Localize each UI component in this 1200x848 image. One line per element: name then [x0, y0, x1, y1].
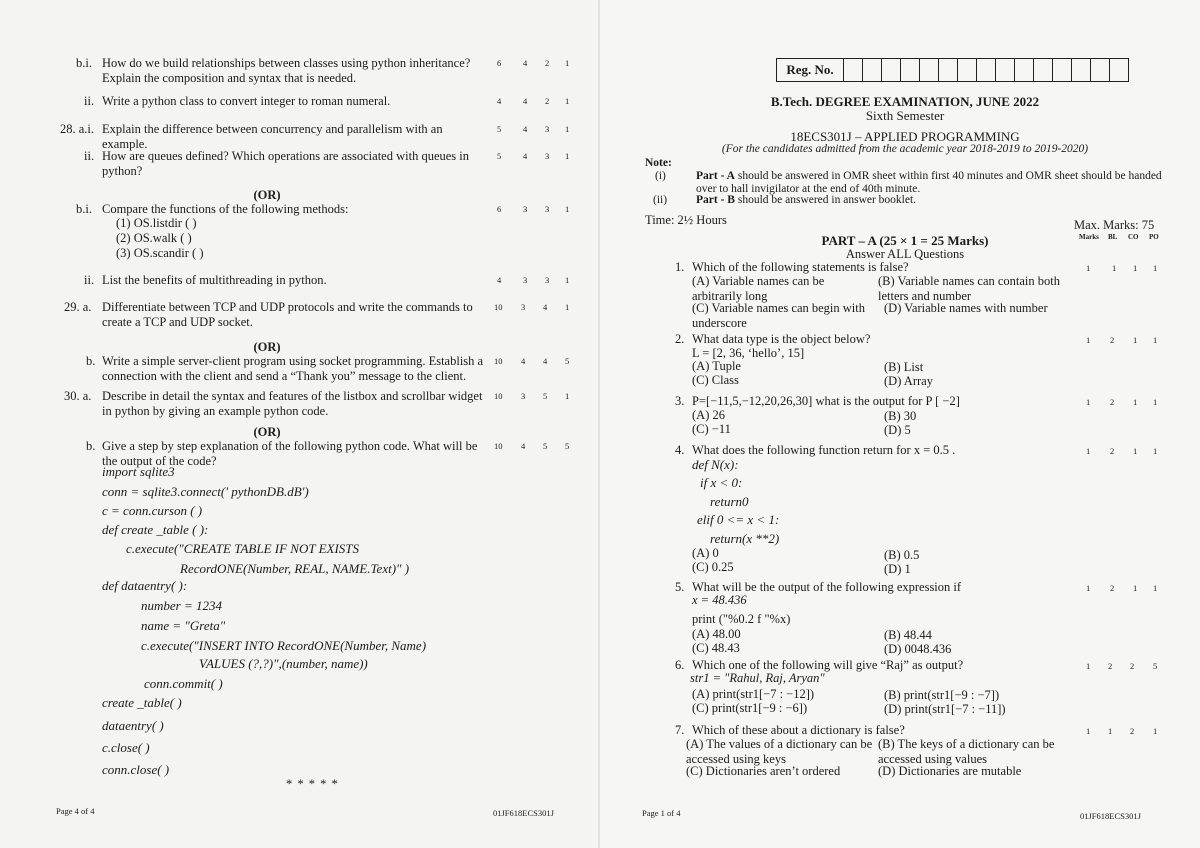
q7-option-b: (B) The keys of a dictionary can be accessed using values — [878, 737, 1055, 766]
mark: 1 — [1086, 335, 1091, 345]
q4-code-line: if x < 0: — [700, 475, 743, 490]
q4-code-line: return0 — [710, 494, 749, 509]
q4-option-c: (C) 0.25 — [692, 560, 734, 574]
co: 1 — [1133, 583, 1138, 593]
q6-string: str1 = "Rahul, Raj, Aryan" — [690, 671, 825, 685]
po: 1 — [1153, 335, 1158, 345]
q6-option-b: (B) print(str1[−9 : −7]) — [884, 688, 1000, 702]
part-a-heading: PART – A (25 × 1 = 25 Marks) — [821, 233, 989, 248]
co: 3 — [545, 124, 550, 134]
q3-num: 3. — [675, 394, 685, 408]
q4-num: 4. — [675, 443, 685, 457]
q27-bi-text: How do we build relationships between classes using python inheritance? Explain the composition and syntax that is needed. — [102, 56, 471, 85]
bl: 4 — [521, 441, 526, 451]
mark: 6 — [497, 58, 502, 68]
note-i-part: Part - A — [696, 170, 735, 182]
exam-duration: Time: 2½ Hours — [645, 213, 727, 227]
q5-num: 5. — [675, 580, 685, 594]
po: 1 — [1153, 583, 1158, 593]
q30-b-label: b. — [86, 439, 96, 453]
code-line: RecordONE(Number, REAL, NAME.Text)" ) — [180, 561, 410, 576]
or-divider: (OR) — [253, 188, 281, 202]
code-line: c.execute("INSERT INTO RecordONE(Number, Name) — [141, 638, 427, 653]
co: 1 — [1133, 335, 1138, 345]
col-head-marks: Marks — [1079, 233, 1099, 241]
mark: 1 — [1086, 446, 1091, 456]
bl: 3 — [521, 302, 526, 312]
q28-bii-text: List the benefits of multithreading in python. — [102, 273, 327, 287]
q1-option-c: (C) Variable names can begin with underscore — [692, 301, 865, 330]
note-i-text: should be answered in OMR sheet within first 40 minutes and OMR sheet should be handed over to hall invigilator at the end of 40th minute. — [696, 170, 1162, 195]
po: 1 — [565, 96, 570, 106]
reg-digit-box[interactable] — [958, 59, 977, 82]
code-line: dataentry( ) — [102, 718, 164, 733]
col-head-po: PO — [1149, 233, 1159, 241]
end-stars: * * * * * — [286, 777, 339, 791]
reg-digit-box[interactable] — [1034, 59, 1053, 82]
q2-option-c: (C) Class — [692, 373, 739, 387]
mark: 6 — [497, 204, 502, 214]
bl: 2 — [1110, 397, 1115, 407]
po: 1 — [565, 302, 570, 312]
q4-option-a: (A) 0 — [692, 546, 719, 560]
q6-option-d: (D) print(str1[−7 : −11]) — [884, 702, 1006, 716]
po: 1 — [565, 204, 570, 214]
q3-option-c: (C) −11 — [692, 422, 731, 436]
co: 5 — [543, 391, 548, 401]
po: 5 — [565, 356, 570, 366]
note-ii-label: (ii) — [653, 194, 668, 206]
col-head-co: CO — [1128, 233, 1139, 241]
q7-option-d: (D) Dictionaries are mutable — [878, 764, 1022, 778]
q30-a-text: Describe in detail the syntax and features of the listbox and scrollbar widget in python by giving an example python code. — [102, 389, 483, 418]
q28-aii-text: How are queues defined? Which operations are associated with queues in python? — [102, 149, 469, 178]
po: 5 — [1153, 661, 1158, 671]
mark: 10 — [494, 441, 503, 451]
mark: 4 — [497, 275, 502, 285]
mark: 10 — [494, 391, 503, 401]
bl: 3 — [521, 391, 526, 401]
mark: 10 — [494, 302, 503, 312]
code-line: c.execute("CREATE TABLE IF NOT EXISTS — [126, 541, 360, 556]
q3-option-b: (B) 30 — [884, 409, 917, 423]
reg-digit-box[interactable] — [863, 59, 882, 82]
po: 1 — [565, 124, 570, 134]
mark: 1 — [1086, 397, 1091, 407]
co: 2 — [1130, 661, 1135, 671]
co: 2 — [545, 96, 550, 106]
q28-ai-text: Explain the difference between concurrency and parallelism with an example. — [102, 122, 443, 151]
list-item: (2) OS.walk ( ) — [116, 231, 192, 245]
po: 1 — [565, 391, 570, 401]
q6-num: 6. — [675, 658, 685, 672]
q6-text: Which one of the following will give “Raj” as output? — [692, 658, 964, 672]
reg-no-grid — [776, 58, 1129, 82]
note-i-label: (i) — [655, 170, 666, 182]
q5-print: print ("%0.2 f "%x) — [692, 612, 791, 626]
col-head-bl: BL — [1108, 233, 1118, 241]
bl: 4 — [521, 356, 526, 366]
q1-option-d: (D) Variable names with number — [884, 301, 1048, 315]
q7-text: Which of these about a dictionary is false? — [692, 723, 905, 737]
q27-ii-label: ii. — [84, 94, 95, 108]
q3-text: P=[−11,5,−12,20,26,30] what is the output for P [ −2] — [692, 394, 960, 408]
bl: 2 — [1110, 446, 1115, 456]
reg-digit-box[interactable] — [882, 59, 901, 82]
bl: 2 — [1110, 335, 1115, 345]
q30-a-label: 30. a. — [64, 389, 92, 403]
mark: 1 — [1086, 583, 1091, 593]
mark: 4 — [497, 96, 502, 106]
q2-num: 2. — [675, 332, 685, 346]
q1-num: 1. — [675, 260, 685, 274]
code-line: create _table( ) — [102, 695, 182, 710]
reg-digit-box[interactable] — [1053, 59, 1072, 82]
po: 1 — [565, 58, 570, 68]
bl: 4 — [523, 96, 528, 106]
reg-digit-box[interactable] — [920, 59, 939, 82]
code-line: VALUES (?,?)",(number, name)) — [199, 656, 368, 671]
q28-bii-label: ii. — [84, 273, 95, 287]
q28-aii-label: ii. — [84, 149, 95, 163]
q1-option-b: (B) Variable names can contain both letters and number — [878, 274, 1061, 303]
q29-b-text: Write a simple server-client program using socket programming. Establish a connection with the client and send a “Thank you” message to the client. — [102, 354, 484, 383]
po: 5 — [565, 441, 570, 451]
reg-digit-box[interactable] — [939, 59, 958, 82]
code-line: def dataentry( ): — [102, 578, 188, 593]
note-ii-text: should be answered in answer booklet. — [734, 194, 917, 206]
q3-option-a: (A) 26 — [692, 408, 725, 422]
co: 1 — [1133, 397, 1138, 407]
mark: 1 — [1086, 263, 1091, 273]
q29-a-label: 29. a. — [64, 300, 92, 314]
bl: 4 — [523, 58, 528, 68]
q6-option-a: (A) print(str1[−7 : −12]) — [692, 687, 815, 701]
footer-code: 01JF618ECS301J — [1080, 811, 1141, 821]
mark: 1 — [1086, 661, 1091, 671]
mark: 5 — [497, 151, 502, 161]
po: 1 — [565, 151, 570, 161]
bl: 4 — [523, 124, 528, 134]
q27-ii-text: Write a python class to convert integer to roman numeral. — [102, 94, 391, 108]
po: 1 — [1153, 397, 1158, 407]
q29-b-label: b. — [86, 354, 96, 368]
code-line: name = "Greta" — [141, 618, 226, 633]
q5-option-c: (C) 48.43 — [692, 641, 740, 655]
footer-page-number: Page 1 of 4 — [642, 808, 681, 818]
q28-bi-label: b.i. — [76, 202, 92, 216]
q4-text: What does the following function return for x = 0.5 . — [692, 443, 956, 457]
mark: 5 — [497, 124, 502, 134]
reg-digit-box[interactable] — [1015, 59, 1034, 82]
candidates-note: (For the candidates admitted from the academic year 2018-2019 to 2019-2020) — [721, 143, 1089, 155]
answer-all: Answer ALL Questions — [845, 247, 965, 261]
co: 2 — [1130, 726, 1135, 736]
bl: 1 — [1112, 263, 1117, 273]
q7-option-c: (C) Dictionaries aren’t ordered — [686, 764, 841, 778]
note-ii — [696, 194, 916, 206]
q7-num: 7. — [675, 723, 685, 737]
bl: 3 — [523, 204, 528, 214]
q6-option-c: (C) print(str1[−9 : −6]) — [692, 701, 808, 715]
q2-option-b: (B) List — [884, 360, 924, 374]
reg-digit-box[interactable] — [901, 59, 920, 82]
code-line: c = conn.curson ( ) — [102, 503, 203, 518]
bl: 4 — [523, 151, 528, 161]
bl: 2 — [1110, 583, 1115, 593]
code-line: def create _table ( ): — [102, 522, 209, 537]
note-i — [696, 170, 1162, 195]
q2-option-a: (A) Tuple — [692, 359, 741, 373]
bl: 3 — [523, 275, 528, 285]
reg-digit-box[interactable] — [1110, 59, 1129, 82]
po: 1 — [1153, 263, 1158, 273]
co: 3 — [545, 204, 550, 214]
reg-digit-box[interactable] — [1091, 59, 1110, 82]
co: 4 — [543, 356, 548, 366]
q2-option-d: (D) Array — [884, 374, 933, 388]
po: 1 — [1153, 446, 1158, 456]
footer-page-number: Page 4 of 4 — [56, 806, 95, 816]
semester: Sixth Semester — [865, 108, 945, 123]
q29-a-text: Differentiate between TCP and UDP protocols and write the commands to create a TCP and UDP socket. — [102, 300, 473, 329]
or-divider: (OR) — [253, 340, 281, 354]
bl: 2 — [1108, 661, 1113, 671]
q2-list: L = [2, 36, ‘hello’, 15] — [692, 346, 805, 360]
co: 1 — [1133, 263, 1138, 273]
q5-variable: x = 48.436 — [692, 593, 747, 607]
reg-no-label: Reg. No. — [777, 59, 844, 82]
q5-text: What will be the output of the following expression if — [692, 580, 962, 594]
code-line: conn = sqlite3.connect(' pythonDB.dB') — [102, 484, 309, 499]
q4-code-line: def N(x): — [692, 457, 739, 472]
reg-digit-box[interactable] — [996, 59, 1015, 82]
co: 3 — [545, 151, 550, 161]
q7-option-a: (A) The values of a dictionary can be accessed using keys — [686, 737, 873, 766]
code-line: c.close( ) — [102, 740, 150, 755]
q5-option-a: (A) 48.00 — [692, 627, 741, 641]
mark: 1 — [1086, 726, 1091, 736]
code-line: import sqlite3 — [102, 464, 175, 479]
q30-b-text: Give a step by step explanation of the following python code. What will be the output of the code? — [102, 439, 478, 468]
po: 1 — [1153, 726, 1158, 736]
or-divider: (OR) — [253, 425, 281, 439]
code-line: number = 1234 — [141, 598, 222, 613]
po: 1 — [565, 275, 570, 285]
co: 1 — [1133, 446, 1138, 456]
q1-option-a: (A) Variable names can be arbitrarily long — [692, 274, 825, 303]
co: 5 — [543, 441, 548, 451]
q5-option-d: (D) 0048.436 — [884, 642, 952, 656]
footer-code: 01JF618ECS301J — [493, 808, 554, 818]
code-line: conn.commit( ) — [144, 676, 223, 691]
course-title: 18ECS301J – APPLIED PROGRAMMING — [790, 129, 1020, 144]
q4-code-line: return(x **2) — [710, 531, 780, 546]
list-item: (3) OS.scandir ( ) — [116, 246, 204, 260]
q5-option-b: (B) 48.44 — [884, 628, 932, 642]
q4-code-line: elif 0 <= x < 1: — [697, 512, 780, 527]
co: 4 — [543, 302, 548, 312]
max-marks: Max. Marks: 75 — [1074, 218, 1155, 232]
q28-bi-text: Compare the functions of the following methods: — [102, 202, 349, 216]
q28-ai-label: 28. a.i. — [60, 122, 95, 136]
exam-title: B.Tech. DEGREE EXAMINATION, JUNE 2022 — [770, 94, 1040, 109]
note-ii-part: Part - B — [696, 194, 735, 206]
mark: 10 — [494, 356, 503, 366]
q27-bi-label: b.i. — [76, 56, 92, 70]
reg-digit-box[interactable] — [844, 59, 863, 82]
co: 3 — [545, 275, 550, 285]
q4-option-b: (B) 0.5 — [884, 548, 920, 562]
note-label: Note: — [645, 157, 672, 169]
q2-text: What data type is the object below? — [692, 332, 871, 346]
q4-option-d: (D) 1 — [884, 562, 911, 576]
reg-digit-box[interactable] — [977, 59, 996, 82]
q1-text: Which of the following statements is false? — [692, 260, 909, 274]
code-line: conn.close( ) — [102, 762, 170, 777]
co: 2 — [545, 58, 550, 68]
q3-option-d: (D) 5 — [884, 423, 911, 437]
reg-digit-box[interactable] — [1072, 59, 1091, 82]
list-item: (1) OS.listdir ( ) — [116, 216, 197, 230]
bl: 1 — [1108, 726, 1113, 736]
